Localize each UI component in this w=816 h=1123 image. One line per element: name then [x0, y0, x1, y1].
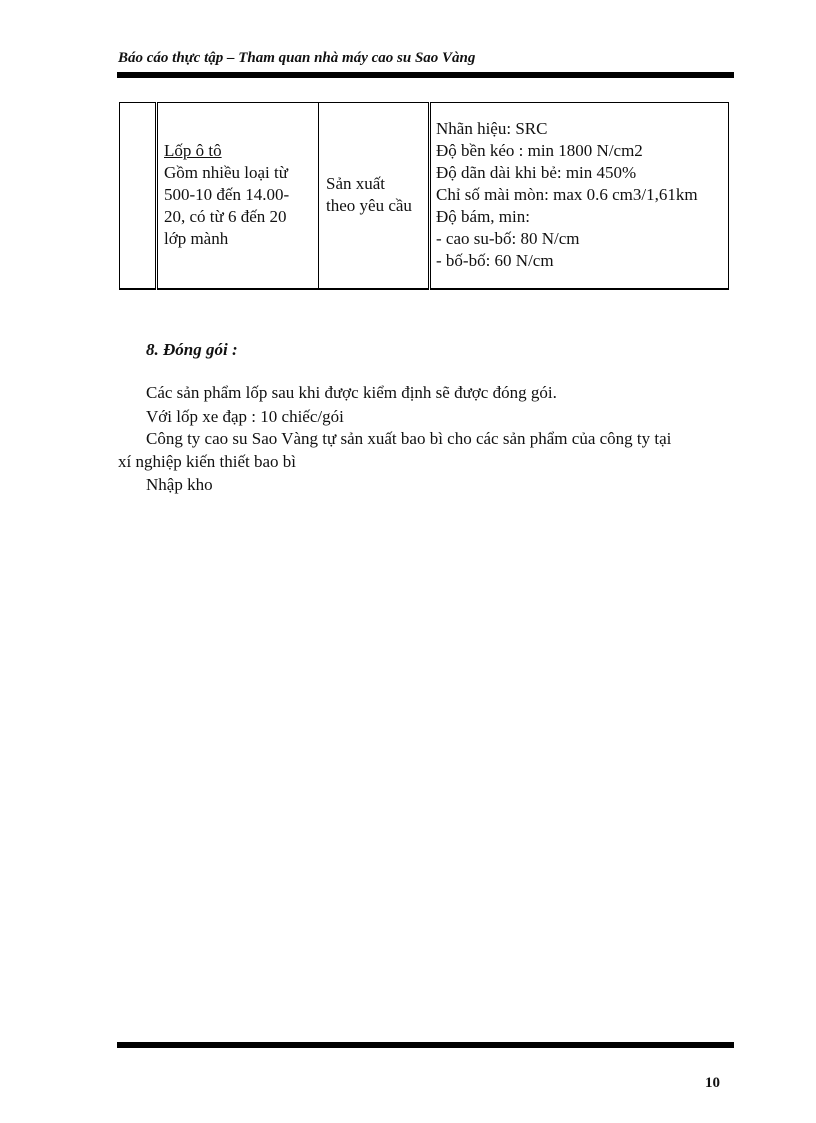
page-number: 10	[705, 1075, 720, 1091]
page-header-title: Báo cáo thực tập – Tham quan nhà máy cao su Sao Vàng	[118, 50, 476, 66]
spec-line: - cao su-bố: 80 N/cm	[436, 229, 580, 249]
table-cell-specs	[430, 103, 729, 289]
spec-line: Chỉ số mài mòn: max 0.6 cm3/1,61km	[436, 185, 698, 205]
production-line: theo yêu cầu	[326, 196, 412, 216]
table-cell-production	[319, 103, 430, 289]
product-desc-line: Gồm nhiều loại từ	[164, 163, 288, 183]
production-line: Sản xuất	[326, 174, 386, 194]
table-cell-blank	[120, 103, 157, 289]
paragraph: Công ty cao su Sao Vàng tự sản xuất bao bì cho các sản phẩm của công ty tại	[146, 429, 672, 448]
spec-line: Độ bền kéo : min 1800 N/cm2	[436, 141, 643, 161]
product-desc-line: lớp mành	[164, 229, 229, 249]
paragraph: Với lốp xe đạp : 10 chiếc/gói	[146, 407, 344, 426]
header-rule	[117, 72, 734, 78]
spec-line: - bố-bố: 60 N/cm	[436, 251, 554, 271]
paragraph: Nhập kho	[146, 475, 213, 494]
spec-line: Độ dãn dài khi bẻ: min 450%	[436, 163, 637, 183]
spec-line: Độ bám, min:	[436, 207, 530, 227]
product-desc-line: 500-10 đến 14.00-	[164, 185, 290, 205]
product-spec-table	[119, 102, 729, 290]
paragraph: xí nghiệp kiến thiết bao bì	[118, 452, 296, 471]
product-desc-line: 20, có từ 6 đến 20	[164, 207, 287, 227]
table-cell-product	[157, 103, 319, 289]
paragraph: Các sản phẩm lốp sau khi được kiểm định sẽ được đóng gói.	[146, 383, 557, 402]
product-name: Lốp ô tô	[164, 141, 222, 161]
table-row	[120, 103, 729, 289]
spec-line: Nhãn hiệu: SRC	[436, 119, 548, 139]
section-heading: 8. Đóng gói :	[146, 340, 238, 359]
footer-rule	[117, 1042, 734, 1048]
